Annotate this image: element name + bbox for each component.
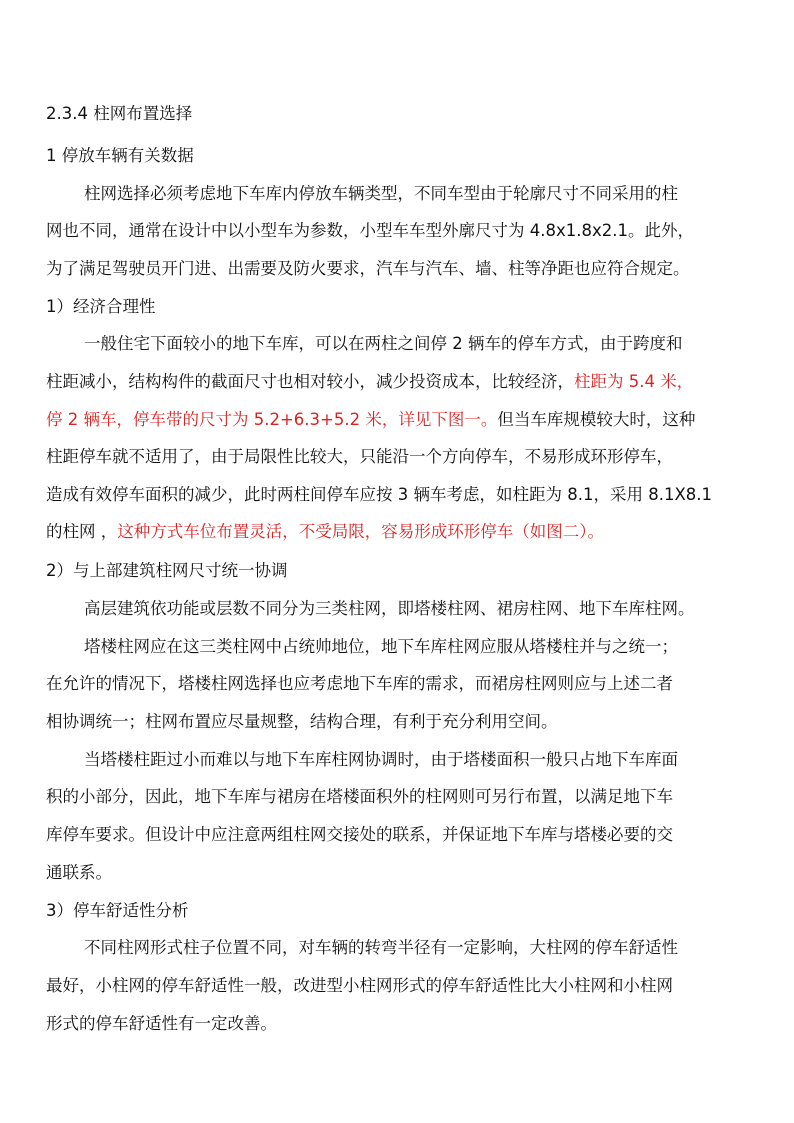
paragraph-line [46, 371, 693, 393]
paragraph-line: 在允许的情况下，塔楼柱网选择也应考虑地下车库的需求，而裙房柱网则应与上述二者 [46, 674, 673, 693]
paragraph-line [46, 409, 695, 431]
paragraph-line: 塔楼柱网应在这三类柱网中占统帅地位，地下车库柱网应服从塔楼柱并与之统一； [84, 637, 678, 656]
paragraph-line: 形式的停车舒适性有一定改善。 [46, 1014, 277, 1033]
paragraph-line: 当塔楼柱距过小而难以与地下车库柱网协调时，由于塔楼面积一般只占地下车库面 [84, 750, 678, 769]
subheading-comfort: 3）停车舒适性分析 [46, 901, 189, 920]
text-span: 柱距减小，结构构件的截面尺寸也相对较小，减少投资成本，比较经济， [46, 372, 574, 391]
paragraph-line: 造成有效停车面积的减少，此时两柱间停车应按 3 辆车考虑，如柱距为 8.1，采用 8.1X8.1 [46, 485, 713, 504]
paragraph-line: 柱网选择必须考虑地下车库内停放车辆类型，不同车型由于轮廓尺寸不同采用的柱 [84, 184, 678, 203]
subheading-parking-data: 1 停放车辆有关数据 [46, 146, 194, 165]
paragraph-line [46, 521, 604, 543]
paragraph-line: 不同柱网形式柱子位置不同，对车辆的转弯半径有一定影响，大柱网的停车舒适性 [84, 938, 678, 957]
paragraph-line: 相协调统一；柱网布置应尽量规整，结构合理，有利于充分利用空间。 [46, 712, 558, 731]
paragraph-line: 为了满足驾驶员开门进、出需要及防火要求，汽车与汽车、墙、柱等净距也应符合规定。 [46, 259, 690, 278]
text-span: 但当车库规模较大时，这种 [497, 410, 696, 429]
paragraph-line: 网也不同，通常在设计中以小型车为参数，小型车车型外廓尺寸为 4.8x1.8x2.1。此外， [46, 221, 694, 240]
paragraph-line: 一般住宅下面较小的地下车库，可以在两柱之间停 2 辆车的停车方式，由于跨度和 [84, 334, 683, 353]
text-span: 的柱网 ， [46, 522, 118, 541]
subheading-economy: 1）经济合理性 [46, 297, 156, 316]
paragraph-line: 积的小部分，因此，地下车库与裙房在塔楼面积外的柱网则可另行布置，以满足地下车 [46, 787, 673, 806]
highlight-text: 柱距为 5.4 米， [574, 372, 694, 391]
paragraph-line: 柱距停车就不适用了，由于局限性比较大，只能沿一个方向停车，不易形成环形停车， [46, 447, 673, 466]
highlight-text: 这种方式车位布置灵活，不受局限，容易形成环形停车（如图二）。 [117, 522, 604, 541]
paragraph-line: 通联系。 [46, 863, 112, 882]
section-heading: 2.3.4 柱网布置选择 [46, 104, 193, 123]
highlight-text: 停 2 辆车，停车带的尺寸为 5.2+6.3+5.2 米，详见下图一。 [46, 410, 498, 429]
paragraph-line: 最好，小柱网的停车舒适性一般，改进型小柱网形式的停车舒适性比大小柱网和小柱网 [46, 976, 673, 995]
paragraph-line: 高层建筑依功能或层数不同分为三类柱网，即塔楼柱网、裙房柱网、地下车库柱网。 [84, 599, 695, 618]
subheading-coordination: 2）与上部建筑柱网尺寸统一协调 [46, 561, 288, 580]
paragraph-line: 库停车要求。但设计中应注意两组柱网交接处的联系，并保证地下车库与塔楼必要的交 [46, 825, 673, 844]
